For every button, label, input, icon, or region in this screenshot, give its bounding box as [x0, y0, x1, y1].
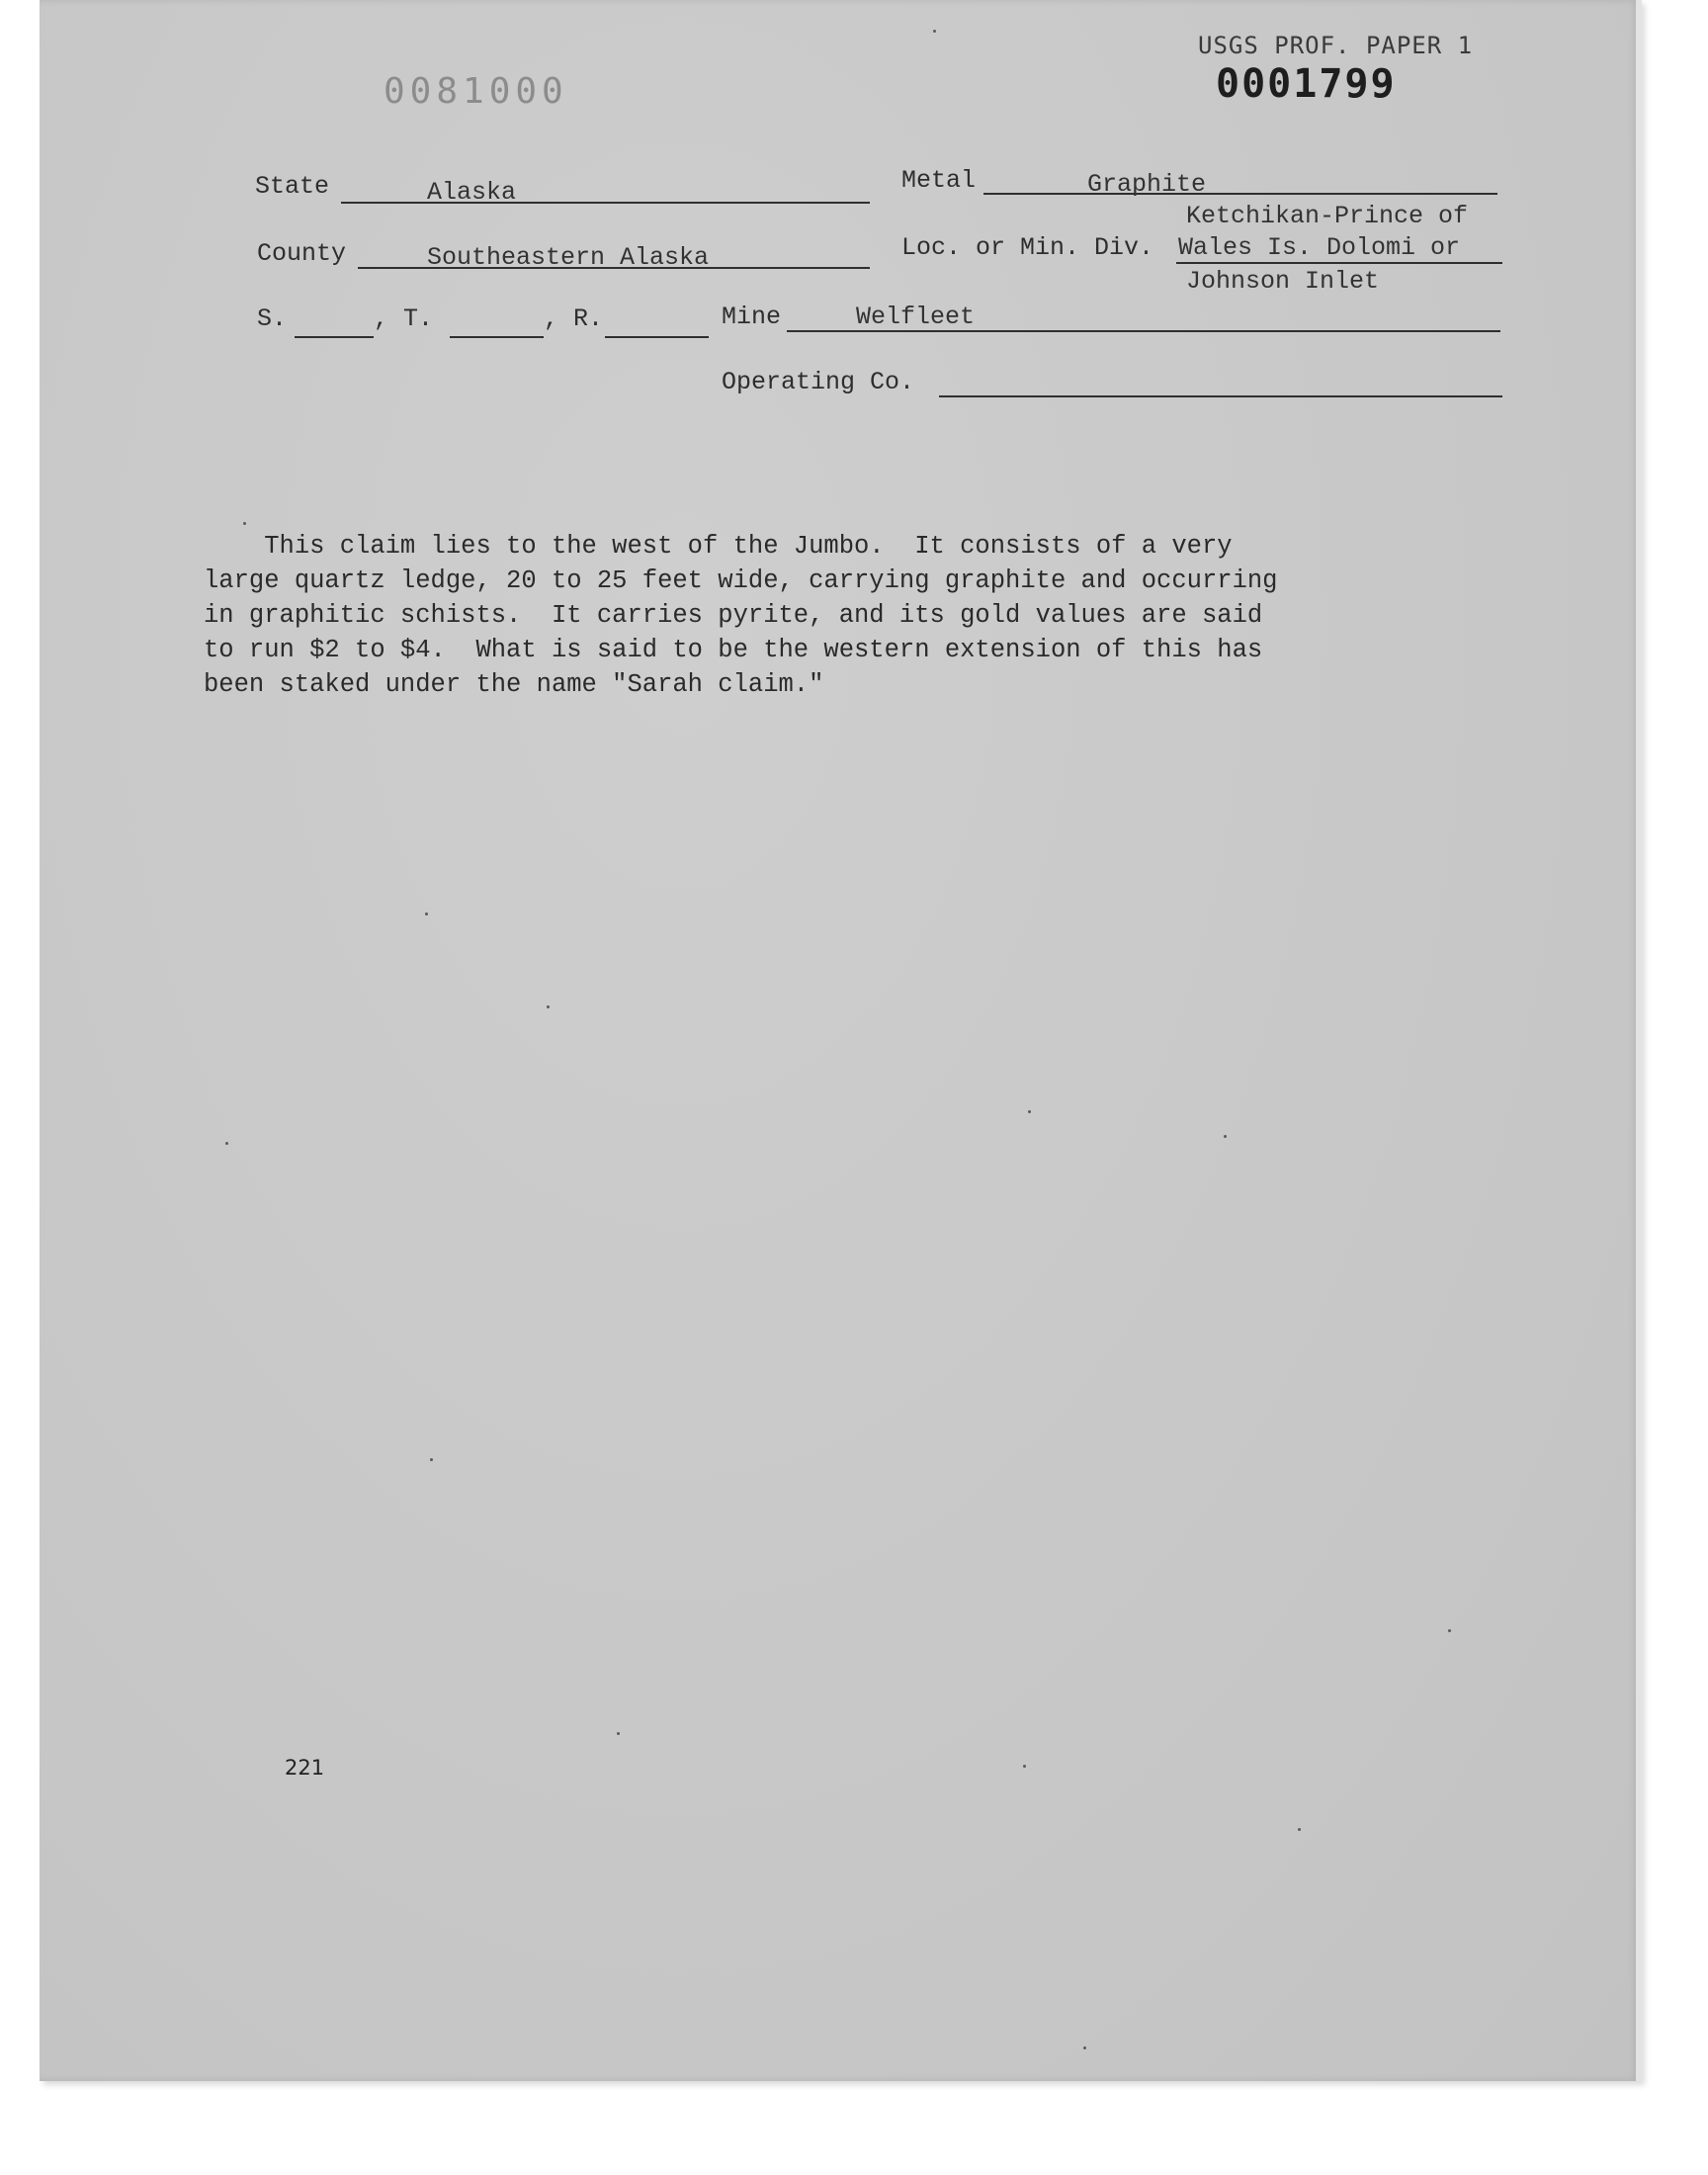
township-field [450, 306, 544, 338]
page-number: 221 [285, 1756, 325, 1780]
scan-speck [1448, 1629, 1451, 1632]
operating-co-field [939, 366, 1502, 397]
loc-value-line2: Wales Is. Dolomi or [1178, 233, 1461, 262]
sheet-edge [1636, 0, 1642, 2081]
county-label: County [257, 239, 347, 268]
description-line-1: This claim lies to the west of the Jumbo. It consists of a very [204, 532, 1233, 561]
metal-field [983, 163, 1497, 195]
state-field [341, 172, 870, 204]
reference-code: USGS PROF. PAPER 1 [1198, 32, 1474, 59]
operating-co-label: Operating Co. [722, 368, 915, 396]
range-field [605, 306, 709, 338]
section-label: S. [257, 304, 288, 333]
scan-speck [243, 522, 246, 525]
description-line-3: in graphitic schists. It carries pyrite, and its gold values are said [204, 601, 1263, 630]
scan-speck [1298, 1828, 1301, 1831]
record-number: 0001799 [1216, 61, 1397, 107]
description-line-5: been staked under the name "Sarah claim." [204, 670, 824, 699]
township-label: , T. [374, 304, 434, 333]
scan-speck [933, 30, 936, 33]
loc-label: Loc. or Min. Div. [901, 233, 1154, 262]
description-line-4: to run $2 to $4. What is said to be the western extension of this has [204, 636, 1263, 664]
range-label: , R. [544, 304, 604, 333]
scan-speck [430, 1458, 433, 1461]
scan-speck [1083, 2046, 1086, 2049]
scan-speck [1023, 1765, 1026, 1768]
state-label: State [255, 172, 330, 201]
state-value: Alaska [427, 178, 517, 207]
loc-value-line3: Johnson Inlet [1186, 267, 1380, 296]
mine-label: Mine [722, 303, 782, 331]
scan-speck [425, 913, 428, 915]
metal-label: Metal [901, 166, 977, 195]
scan-speck [1028, 1110, 1031, 1113]
description-line-2: large quartz ledge, 20 to 25 feet wide, carrying graphite and occurring [204, 566, 1278, 595]
metal-value: Graphite [1087, 170, 1207, 199]
scan-speck [617, 1732, 620, 1735]
section-field [295, 306, 374, 338]
scan-speck [225, 1142, 228, 1145]
scan-speck [547, 1005, 550, 1008]
scan-speck [1224, 1135, 1227, 1138]
county-value: Southeastern Alaska [427, 243, 710, 272]
mine-value: Welfleet [856, 303, 976, 331]
faint-stamp-number: 0081000 [384, 71, 568, 112]
loc-value-line1: Ketchikan-Prince of [1186, 202, 1469, 230]
